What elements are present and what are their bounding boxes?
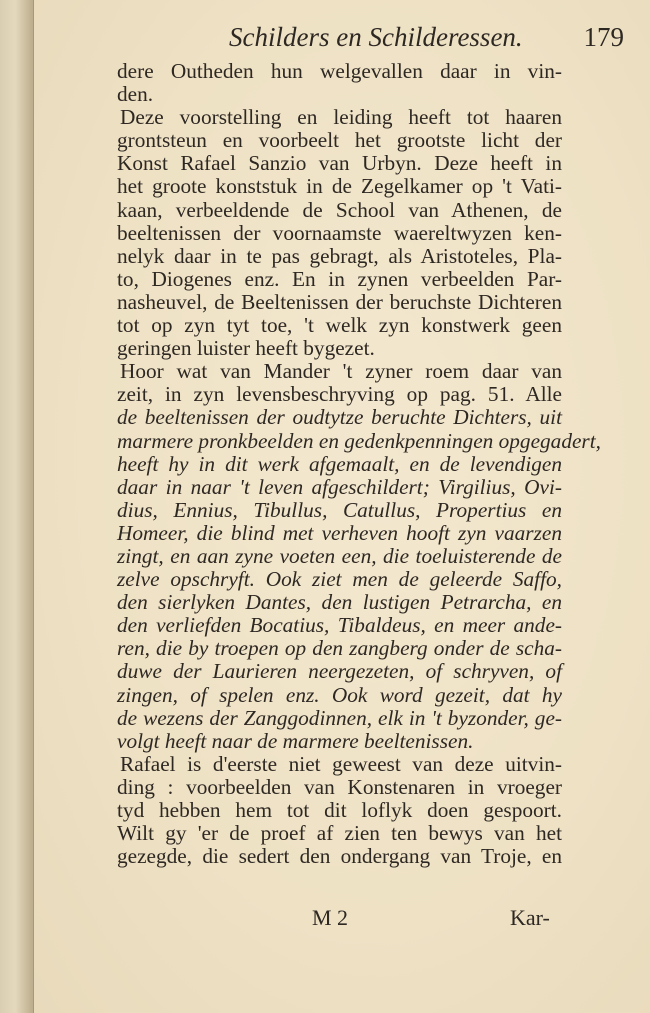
- text-line: kaan, verbeeldende de School van Athenen, de: [117, 197, 562, 222]
- text-line: Hoor wat van Mander 't zyner roem daar van: [120, 359, 562, 384]
- text-line: dere Outheden hun welgevallen daar in vin-: [117, 59, 562, 83]
- text-line: marmere pronkbeelden en gedenkpenningen opgegadert,: [117, 428, 601, 453]
- text-line: Homeer, die blind met verheven hooft zyn vaarzen: [117, 520, 562, 545]
- text-line: Deze voorstelling en leiding heeft tot haaren: [120, 105, 562, 130]
- text-line: den.: [117, 82, 154, 107]
- text-line: heeft hy in dit werk afgemaalt, en de levendigen: [117, 451, 562, 476]
- text-line: nelyk daar in te pas gebragt, als Aristoteles, Pla-: [117, 243, 562, 268]
- text-line: geringen luister heeft bygezet.: [117, 336, 375, 361]
- text-line: Rafael is d'eerste niet geweest van deze uitvin-: [120, 751, 562, 776]
- running-head: Schilders en Schilderessen.: [229, 22, 523, 52]
- text-line: de beeltenissen der oudtytze beruchte Dichters, uit: [117, 405, 562, 430]
- page-header: [184, 22, 624, 58]
- text-line: zelve opschryft. Ook ziet men de geleerde Saffo,: [117, 567, 562, 592]
- text-line: duwe der Laurieren neergezeten, of schryven, of: [117, 659, 562, 684]
- book-gutter: [0, 0, 34, 1013]
- text-line: zingt, en aan zyne voeten een, die toeluisterende de: [117, 543, 562, 568]
- text-line: dius, Ennius, Tibullus, Catullus, Propertius en: [117, 497, 562, 522]
- text-line: het groote konststuk in de Zegelkamer op 't Vati-: [117, 174, 562, 199]
- text-line: Konst Rafael Sanzio van Urbyn. Deze heeft in: [117, 151, 562, 176]
- text-line: zeit, in zyn levensbeschryving op pag. 51. Alle: [117, 382, 562, 407]
- catchword: Kar-: [510, 905, 550, 930]
- text-line: daar in naar 't leven afgeschildert; Virgilius, Ovi-: [117, 474, 562, 499]
- page-number: 179: [583, 22, 624, 52]
- text-line: tot op zyn tyt toe, 't welk zyn konstwerk geen: [117, 313, 562, 338]
- body-text: [117, 59, 601, 869]
- text-line: to, Diogenes enz. En in zynen verbeelden Par-: [117, 266, 562, 291]
- text-line: grontsteun en voorbeelt het grootste licht der: [117, 128, 562, 153]
- text-line: den sierlyken Dantes, den lustigen Petrarcha, en: [117, 590, 562, 615]
- text-line: de wezens der Zanggodinnen, elk in 't byzonder, ge-: [117, 705, 562, 730]
- text-line: volgt heeft naar de marmere beeltenissen.: [117, 728, 474, 753]
- text-line: beeltenissen der voornaamste waereltwyzen ken-: [117, 220, 562, 245]
- text-line: Wilt gy 'er de proef af zien ten bewys van het: [117, 821, 562, 846]
- text-line: zingen, of spelen enz. Ook word gezeit, dat hy: [117, 682, 562, 707]
- signature-mark: M 2: [312, 905, 349, 930]
- text-line: gezegde, die sedert den ondergang van Troje, en: [117, 844, 562, 869]
- text-line: den verliefden Bocatius, Tibaldeus, en meer ande-: [117, 613, 562, 638]
- text-line: ren, die by troepen op den zangberg onder de scha-: [117, 636, 562, 661]
- text-line: ding : voorbeelden van Konstenaren in vroeger: [117, 774, 562, 799]
- text-line: tyd hebben hem tot dit loflyk doen gespoort.: [117, 798, 562, 822]
- text-line: nasheuvel, de Beeltenissen der beruchste Dichteren: [117, 289, 562, 314]
